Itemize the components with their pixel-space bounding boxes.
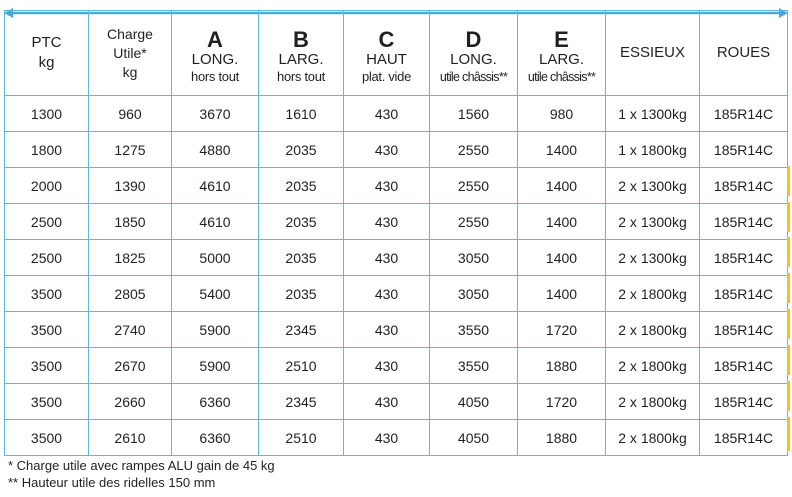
cell-charge-utile: 1825 (89, 240, 172, 276)
cell-charge-utile: 1275 (89, 132, 172, 168)
cell-roues: 185R14C (700, 276, 788, 312)
cell-larg-utile: 1720 (518, 384, 606, 420)
cell-long-utile: 4050 (430, 384, 518, 420)
cell-larg-utile: 1400 (518, 204, 606, 240)
cell-essieux: 1 x 1300kg (606, 96, 700, 132)
cell-larg-utile: 1400 (518, 132, 606, 168)
cell-charge-utile: 2740 (89, 312, 172, 348)
cell-roues: 185R14C (700, 312, 788, 348)
cell-long-hors-tout: 5400 (172, 276, 259, 312)
cell-larg-hors-tout: 1610 (259, 96, 344, 132)
cell-larg-hors-tout: 2035 (259, 276, 344, 312)
cell-essieux: 2 x 1300kg (606, 204, 700, 240)
cell-haut: 430 (344, 312, 430, 348)
cell-long-hors-tout: 4610 (172, 168, 259, 204)
accent-bar (787, 417, 790, 451)
table-row (5, 384, 788, 420)
cell-ptc: 2000 (5, 168, 89, 204)
table-row (5, 348, 788, 384)
table-row (5, 276, 788, 312)
cell-long-hors-tout: 5900 (172, 348, 259, 384)
cell-essieux: 1 x 1800kg (606, 132, 700, 168)
cell-haut: 430 (344, 168, 430, 204)
header-roues: ROUES (700, 11, 788, 96)
footnote-charge-utile: * Charge utile avec rampes ALU gain de 45 kg (8, 458, 275, 473)
cell-essieux: 2 x 1800kg (606, 348, 700, 384)
cell-larg-hors-tout: 2035 (259, 240, 344, 276)
accent-bar (787, 381, 790, 411)
cell-larg-hors-tout: 2035 (259, 168, 344, 204)
cell-larg-hors-tout: 2035 (259, 204, 344, 240)
cell-long-utile: 2550 (430, 204, 518, 240)
cell-larg-hors-tout: 2345 (259, 384, 344, 420)
cell-long-utile: 3050 (430, 240, 518, 276)
cell-ptc: 3500 (5, 312, 89, 348)
cell-essieux: 2 x 1800kg (606, 384, 700, 420)
cell-haut: 430 (344, 204, 430, 240)
table-row (5, 96, 788, 132)
cell-larg-utile: 1400 (518, 240, 606, 276)
table-row (5, 420, 788, 456)
cell-larg-hors-tout: 2510 (259, 420, 344, 456)
table-row (5, 204, 788, 240)
cell-haut: 430 (344, 240, 430, 276)
cell-roues: 185R14C (700, 204, 788, 240)
cell-larg-utile: 1880 (518, 348, 606, 384)
cell-essieux: 2 x 1800kg (606, 276, 700, 312)
cell-essieux: 2 x 1800kg (606, 420, 700, 456)
cell-roues: 185R14C (700, 420, 788, 456)
accent-bar (787, 345, 790, 375)
accent-bar (787, 166, 790, 196)
cell-long-hors-tout: 4880 (172, 132, 259, 168)
cell-larg-hors-tout: 2035 (259, 132, 344, 168)
cell-long-hors-tout: 6360 (172, 420, 259, 456)
header-ptc: PTC kg (5, 11, 89, 96)
accent-bar (787, 202, 790, 232)
cell-essieux: 2 x 1800kg (606, 312, 700, 348)
cell-larg-utile: 1400 (518, 168, 606, 204)
cell-larg-utile: 1720 (518, 312, 606, 348)
cell-long-hors-tout: 4610 (172, 204, 259, 240)
table-row (5, 312, 788, 348)
cell-ptc: 1300 (5, 96, 89, 132)
cell-long-utile: 4050 (430, 420, 518, 456)
table-header-row (5, 11, 788, 96)
cell-ptc: 1800 (5, 132, 89, 168)
cell-charge-utile: 960 (89, 96, 172, 132)
cell-essieux: 2 x 1300kg (606, 168, 700, 204)
cell-haut: 430 (344, 348, 430, 384)
cell-roues: 185R14C (700, 348, 788, 384)
cell-charge-utile: 1390 (89, 168, 172, 204)
cell-roues: 185R14C (700, 240, 788, 276)
header-c-haut: C HAUT plat. vide (344, 11, 430, 96)
header-d-long-utile: D LONG. utile châssis** (430, 11, 518, 96)
cell-long-utile: 3550 (430, 312, 518, 348)
cell-long-utile: 2550 (430, 132, 518, 168)
cell-long-utile: 1560 (430, 96, 518, 132)
header-b-larg-hors-tout: B LARG. hors tout (259, 11, 344, 96)
cell-haut: 430 (344, 420, 430, 456)
cell-ptc: 2500 (5, 240, 89, 276)
cell-long-utile: 2550 (430, 168, 518, 204)
cell-roues: 185R14C (700, 96, 788, 132)
cell-charge-utile: 1850 (89, 204, 172, 240)
header-a-long-hors-tout: A LONG. hors tout (172, 11, 259, 96)
cell-charge-utile: 2660 (89, 384, 172, 420)
cell-ptc: 3500 (5, 348, 89, 384)
cell-haut: 430 (344, 276, 430, 312)
cell-essieux: 2 x 1300kg (606, 240, 700, 276)
cell-long-hors-tout: 6360 (172, 384, 259, 420)
cell-larg-utile: 1400 (518, 276, 606, 312)
cell-ptc: 2500 (5, 204, 89, 240)
cell-charge-utile: 2610 (89, 420, 172, 456)
cell-larg-hors-tout: 2510 (259, 348, 344, 384)
accent-bar (787, 237, 790, 267)
cell-haut: 430 (344, 132, 430, 168)
header-charge-utile: Charge Utile* kg (89, 11, 172, 96)
cell-long-utile: 3050 (430, 276, 518, 312)
table-row (5, 132, 788, 168)
cell-roues: 185R14C (700, 132, 788, 168)
cell-ptc: 3500 (5, 420, 89, 456)
cell-larg-utile: 1880 (518, 420, 606, 456)
cell-larg-utile: 980 (518, 96, 606, 132)
cell-charge-utile: 2805 (89, 276, 172, 312)
cell-long-utile: 3550 (430, 348, 518, 384)
cell-charge-utile: 2670 (89, 348, 172, 384)
cell-roues: 185R14C (700, 384, 788, 420)
accent-bar (787, 309, 790, 339)
cell-larg-hors-tout: 2345 (259, 312, 344, 348)
cell-long-hors-tout: 3670 (172, 96, 259, 132)
table-row (5, 240, 788, 276)
header-essieux: ESSIEUX (606, 11, 700, 96)
cell-roues: 185R14C (700, 168, 788, 204)
footnotes (8, 457, 275, 491)
cell-ptc: 3500 (5, 384, 89, 420)
cell-ptc: 3500 (5, 276, 89, 312)
accent-bar (787, 273, 790, 303)
cell-long-hors-tout: 5000 (172, 240, 259, 276)
header-e-larg-utile: E LARG. utile châssis** (518, 11, 606, 96)
cell-haut: 430 (344, 384, 430, 420)
cell-long-hors-tout: 5900 (172, 312, 259, 348)
footnote-hauteur-ridelles: ** Hauteur utile des ridelles 150 mm (8, 475, 216, 490)
cell-haut: 430 (344, 96, 430, 132)
spec-table (4, 10, 788, 456)
table-row (5, 168, 788, 204)
